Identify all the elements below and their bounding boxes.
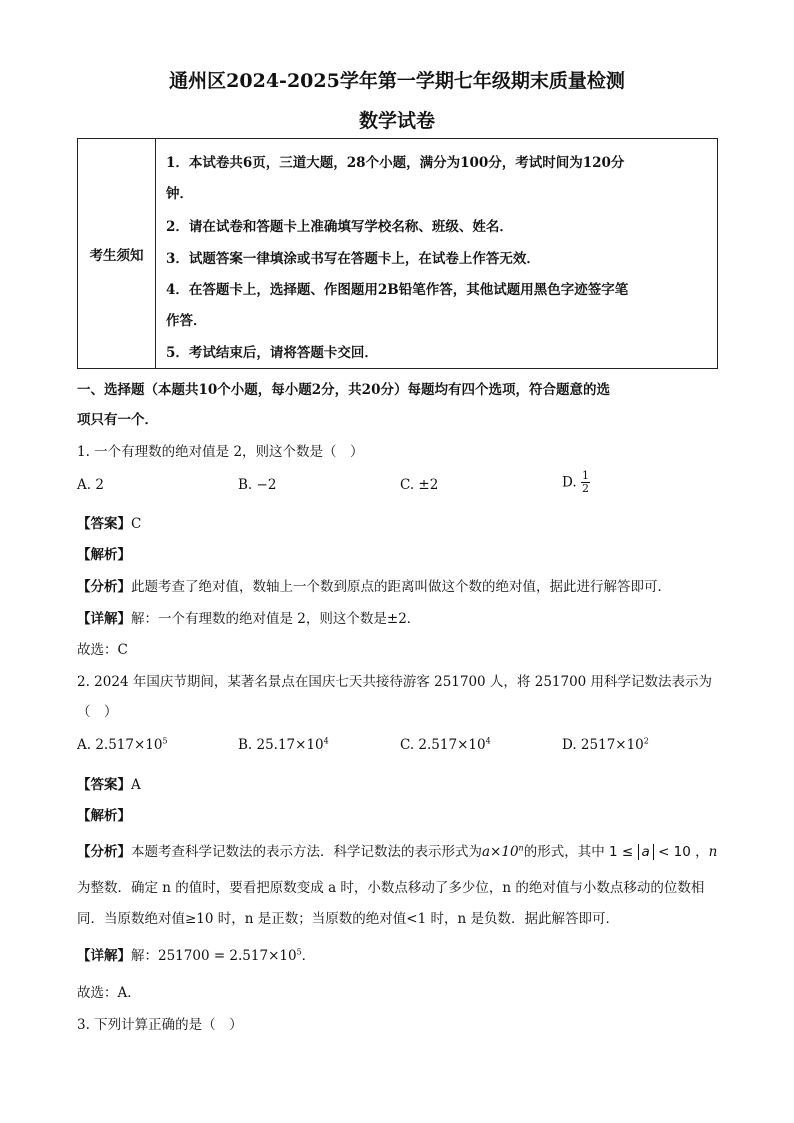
variable-n: n — [708, 844, 718, 860]
q2-fenxi-line2: 为整数．确定 n 的值时，要看把原数变成 a 时，小数点移动了多少位，n 的绝对值与小数点移动的位数相 — [77, 880, 705, 896]
notice-item-4a: 4．在答题卡上，选择题、作图题用2B铅笔作答，其他试题用黑色字迹签字笔 — [166, 282, 629, 298]
notice-item-1b: 钟． — [166, 186, 193, 202]
q1-stem: 1. 一个有理数的绝对值是 2，则这个数是（ ） — [77, 444, 364, 460]
q2-answer — [77, 773, 141, 793]
q1-option-c: C. ±2 — [400, 477, 439, 493]
q1-choice: 故选：C — [77, 642, 128, 658]
detail-exponent: 5 — [296, 947, 302, 957]
fenxi-tail: 的形式，其中 — [523, 844, 605, 860]
detail-tag: 【详解】 — [77, 611, 131, 627]
absolute-value: a — [638, 844, 654, 860]
fenxi-tag: 【分析】 — [77, 579, 131, 595]
detail-text: 解：一个有理数的绝对值是 2，则这个数是±2． — [131, 611, 421, 627]
fenxi-tag: 【分析】 — [77, 844, 131, 860]
answer-value: C — [131, 516, 142, 532]
notice-item-5: 5．考试结束后，请将答题卡交回． — [166, 345, 378, 361]
answer-tag: 【答案】 — [77, 516, 131, 532]
fraction-numerator: 1 — [581, 469, 589, 482]
q1-option-d-label: D. — [562, 474, 577, 491]
q2-fenxi-line1 — [77, 840, 717, 860]
q1-answer — [77, 512, 141, 532]
option-exponent: 4 — [485, 736, 491, 746]
option-text: D. 2517×10 — [562, 737, 644, 753]
q2-option-b — [238, 737, 329, 753]
inequality-right: < 10 — [658, 844, 691, 860]
option-text: B. 25.17×10 — [238, 737, 324, 753]
q1-option-b: B. −2 — [238, 477, 277, 493]
option-text: C. 2.517×10 — [400, 737, 486, 753]
inequality — [609, 844, 695, 860]
q1-option-a: A. 2 — [77, 477, 104, 493]
q1-detail — [77, 607, 420, 627]
formula-exponent: n — [518, 843, 524, 853]
fraction-denominator: 2 — [581, 482, 589, 495]
q1-fenxi — [77, 575, 671, 595]
q2-choice: 故选：A． — [77, 985, 141, 1001]
q1-analysis-tag: 【解析】 — [77, 547, 131, 563]
notice-label: 考生须知 — [78, 139, 156, 369]
q2-stem-line1: 2. 2024 年国庆节期间，某著名景点在国庆七天共接待游客 251700 人，将 251700 用科学记数法表示为 — [77, 674, 713, 690]
fenxi-text: 此题考查了绝对值，数轴上一个数到原点的距离叫做这个数的绝对值，据此进行解答即可． — [131, 579, 671, 595]
detail-tag: 【详解】 — [77, 948, 131, 964]
separator: ， — [695, 844, 709, 860]
notice-table — [77, 138, 718, 369]
q2-option-a — [77, 737, 168, 753]
notice-item-4b: 作答． — [166, 313, 207, 329]
notice-item-1a: 1．本试卷共6页，三道大题，28个小题，满分为100分，考试时间为120分 — [166, 155, 625, 171]
answer-tag: 【答案】 — [77, 777, 131, 793]
q2-stem-line2: （ ） — [77, 704, 118, 720]
q2-detail — [77, 944, 315, 964]
notice-items — [156, 139, 718, 369]
section-heading-line2: 项只有一个． — [77, 412, 158, 428]
formula-text: a×10 — [482, 844, 519, 860]
q1-option-d-fraction — [581, 470, 590, 495]
page-title: 通州区2024-2025学年第一学期七年级期末质量检测 — [169, 70, 625, 92]
inequality-left: 1 ≤ — [609, 844, 634, 860]
detail-text: 解：251700 = 2.517×10 — [131, 948, 297, 964]
fenxi-text: 本题考查科学记数法的表示方法．科学记数法的表示形式为 — [131, 844, 482, 860]
detail-end: ． — [301, 948, 316, 964]
notice-item-3: 3．试题答案一律填涂或书写在答题卡上，在试卷上作答无效． — [166, 251, 540, 267]
q2-fenxi-line3: 同．当原数绝对值≥10 时，n 是正数；当原数的绝对值<1 时，n 是负数．据此解答即可． — [77, 911, 619, 927]
section-heading-line1: 一、选择题（本题共10个小题，每小题2分，共20分）每题均有四个选项，符合题意的选 — [77, 382, 610, 398]
q3-stem: 3. 下列计算正确的是（ ） — [77, 1017, 243, 1033]
page-subtitle: 数学试卷 — [358, 110, 435, 132]
q1-option-d — [562, 470, 590, 495]
answer-value: A — [131, 777, 141, 793]
option-exponent: 2 — [643, 736, 649, 746]
q2-option-c — [400, 737, 491, 753]
q2-analysis-tag: 【解析】 — [77, 808, 131, 824]
option-exponent: 4 — [323, 736, 329, 746]
option-text: A. 2.517×10 — [77, 737, 163, 753]
notice-item-2: 2．请在试卷和答题卡上准确填写学校名称、班级、姓名． — [166, 219, 513, 235]
q2-option-d — [562, 737, 649, 753]
option-exponent: 5 — [162, 736, 168, 746]
